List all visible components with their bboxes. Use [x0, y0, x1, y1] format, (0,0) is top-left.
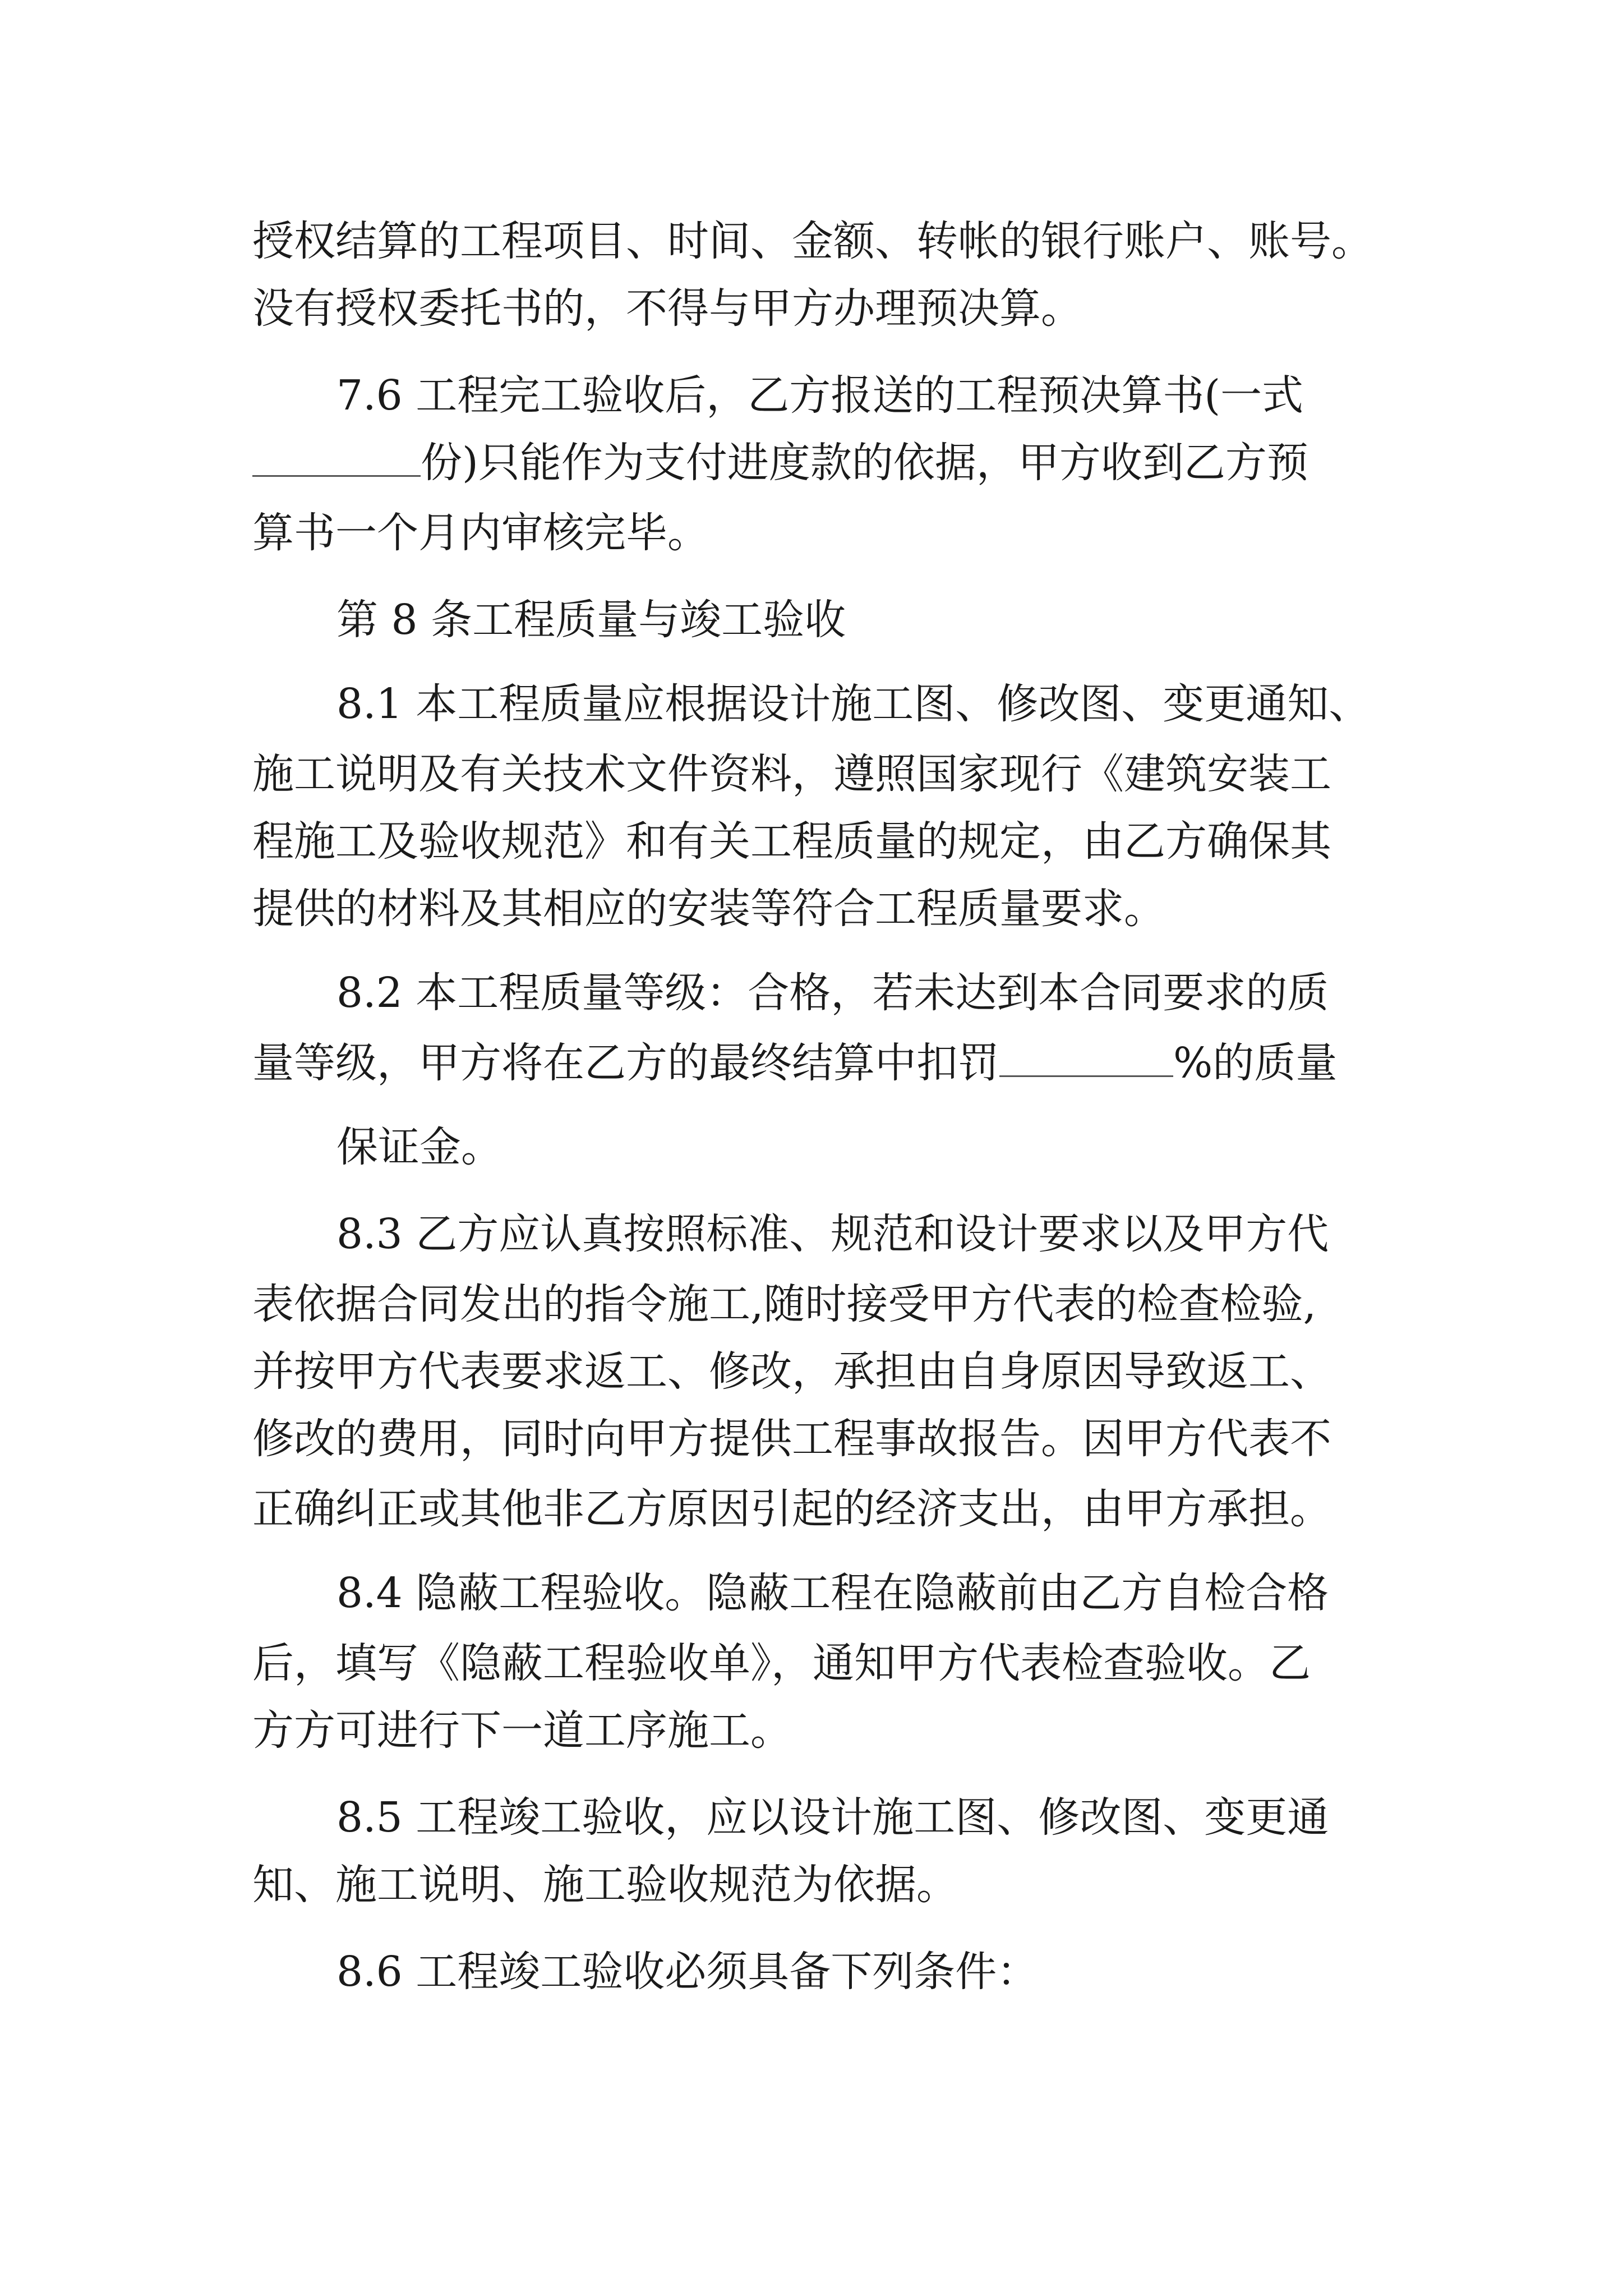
text-line: 并按甲方代表要求返工、修改，承担由自身原因导致返工、 — [252, 1347, 1331, 1396]
text-line: 保证金。 — [336, 1123, 502, 1171]
text-line: 施工说明及有关技术文件资料，遵照国家现行《建筑安装工 — [252, 750, 1331, 798]
text-line: 方方可进行下一道工序施工。 — [252, 1706, 792, 1755]
fill-in-blank — [252, 441, 421, 477]
text-segment: %的质量 — [1173, 1039, 1338, 1087]
text-line: 后，填写《隐蔽工程验收单》，通知甲方代表检查验收。乙 — [252, 1639, 1311, 1687]
text-line: 没有授权委托书的，不得与甲方办理预决算。 — [252, 284, 1082, 333]
section-heading: 第 8 条工程质量与竣工验收 — [336, 596, 846, 644]
text-line: 8.1 本工程质量应根据设计施工图、修改图、变更通知、 — [336, 680, 1371, 728]
text-line: 算书一个月内审核完毕。 — [252, 509, 709, 557]
text-line: 知、施工说明、施工验收规范为依据。 — [252, 1861, 958, 1909]
text-line: 修改的费用，同时向甲方提供工程事故报告。因甲方代表不 — [252, 1415, 1331, 1463]
fill-in-blank — [999, 1042, 1173, 1077]
text-line: 授权结算的工程项目、时间、金额、转帐的银行账户、账号。 — [252, 217, 1373, 265]
text-line: 程施工及验收规范》和有关工程质量的规定，由乙方确保其 — [252, 817, 1331, 866]
text-line: 提供的材料及其相应的安装等符合工程质量要求。 — [252, 885, 1165, 933]
text-line: 正确纠正或其他非乙方原因引起的经济支出，由甲方承担。 — [252, 1485, 1331, 1533]
text-line: 7.6 工程完工验收后，乙方报送的工程预决算书(一式 — [336, 371, 1304, 420]
text-line: 8.4 隐蔽工程验收。隐蔽工程在隐蔽前由乙方自检合格 — [336, 1569, 1329, 1617]
text-line-with-blank — [252, 435, 1308, 491]
text-line: 8.5 工程竣工验收，应以设计施工图、修改图、变更通 — [336, 1793, 1329, 1842]
text-segment: 量等级，甲方将在乙方的最终结算中扣罚 — [252, 1039, 999, 1087]
text-line: 8.3 乙方应认真按照标准、规范和设计要求以及甲方代 — [336, 1210, 1329, 1258]
text-line-with-blank — [252, 1035, 1337, 1091]
text-line: 表依据合同发出的指令施工,随时接受甲方代表的检查检验, — [252, 1280, 1317, 1328]
text-line: 8.2 本工程质量等级：合格，若未达到本合同要求的质 — [336, 969, 1329, 1017]
text-line: 8.6 工程竣工验收必须具备下列条件： — [336, 1948, 1039, 1996]
text-segment: 份)只能作为支付进度款的依据，甲方收到乙方预 — [421, 439, 1308, 487]
